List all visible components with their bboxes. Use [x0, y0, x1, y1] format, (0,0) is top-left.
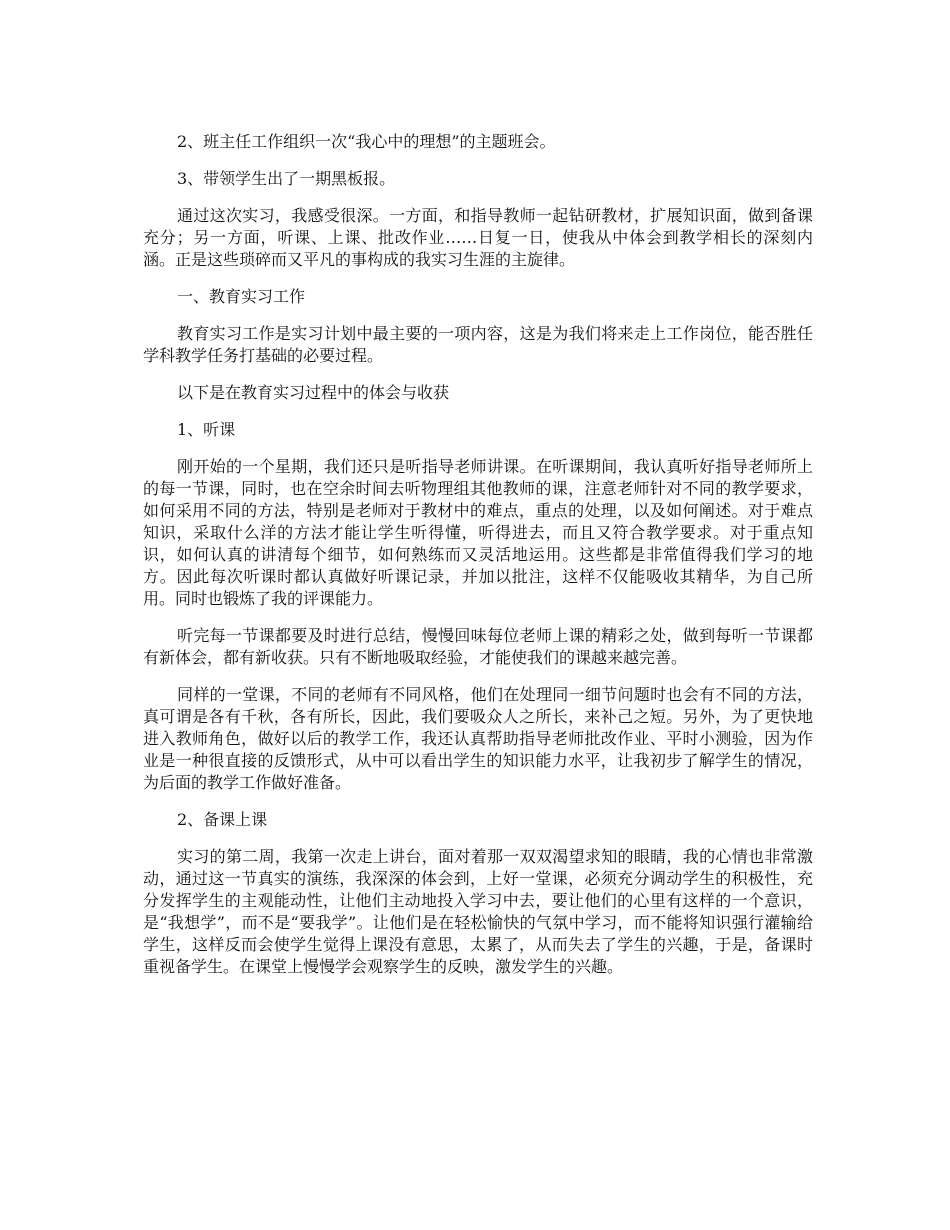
- document-body: [143, 131, 813, 993]
- paragraph-lesson-prep: 实习的第二周，我第一次走上讲台，面对着那一双双渴望求知的眼睛，我的心情也非常激动，通过这一节真实的演练，我深深的体会到，上好一堂课，必须充分调动学生的积极性，充分发挥学生的主观能动性，让他们主动地投入学习中去，要让他们的心里有这样的一个意识，是“我想学”，而不是“要我学”。让他们是在轻松愉快的气氛中学习，而不能将知识强行灌输给学生，这样反而会使学生觉得上课没有意思，太累了，从而失去了学生的兴趣，于是，备课时重视备学生。在课堂上慢慢学会观察学生的反映，激发学生的兴趣。: [143, 847, 813, 976]
- paragraph-class-meeting: 2、班主任工作组织一次“我心中的理想”的主题班会。: [177, 132, 556, 151]
- section-heading-education-internship: 一、教育实习工作: [177, 287, 306, 306]
- paragraph-experience-intro: 以下是在教育实习过程中的体会与收获: [177, 383, 450, 402]
- paragraph-listening-2: 听完每一节课都要及时进行总结，慢慢回味每位老师上课的精彩之处，做到每听一节课都有新体会，都有新收获。只有不断地吸取经验，才能使我们的课越来越完善。: [143, 626, 813, 667]
- paragraph-summary: 通过这次实习，我感受很深。一方面，和指导教师一起钻研教材，扩展知识面，做到备课充分；另一方面，听课、上课、批改作业……日复一日，使我从中体会到教学相长的深刻内涵。正是这些琐碎而又平凡的事构成的我实习生涯的主旋律。: [143, 206, 813, 269]
- paragraph-listening-3: 同样的一堂课，不同的老师有不同风格，他们在处理同一细节问题时也会有不同的方法，真可谓是各有千秋，各有所长，因此，我们要吸众人之所长，来补己之短。另外，为了更快地进入教师角色，做好以后的教学工作，我还认真帮助指导老师批改作业、平时小测验，因为作业是一种很直接的反馈形式，从中可以看出学生的知识能力水平，让我初步了解学生的情况，为后面的教学工作做好准备。: [143, 685, 813, 792]
- paragraph-internship-intro: 教育实习工作是实习计划中最主要的一项内容，这是为我们将来走上工作岗位，能否胜任学科教学任务打基础的必要过程。: [143, 324, 813, 365]
- paragraph-blackboard: 3、带领学生出了一期黑板报。: [177, 169, 396, 188]
- paragraph-listening-1: 刚开始的一个星期，我们还只是听指导老师讲课。在听课期间，我认真听好指导老师所上的每一节课，同时，也在空余时间去听物理组其他教师的课，注意老师针对不同的教学要求，如何采用不同的方法，特别是老师对于教材中的难点，重点的处理，以及如何阐述。对于难点知识，采取什么洋的方法才能让学生听得懂，听得进去，而且又符合教学要求。对于重点知识，如何认真的讲清每个细节，如何熟练而又灵活地运用。这些都是非常值得我们学习的地方。因此每次听课时都认真做好听课记录，并加以批注，这样不仅能吸收其精华，为自己所用。同时也锻炼了我的评课能力。: [143, 457, 813, 608]
- subheading-lesson-prep: 2、备课上课: [177, 810, 268, 829]
- subheading-listening: 1、听课: [177, 420, 236, 439]
